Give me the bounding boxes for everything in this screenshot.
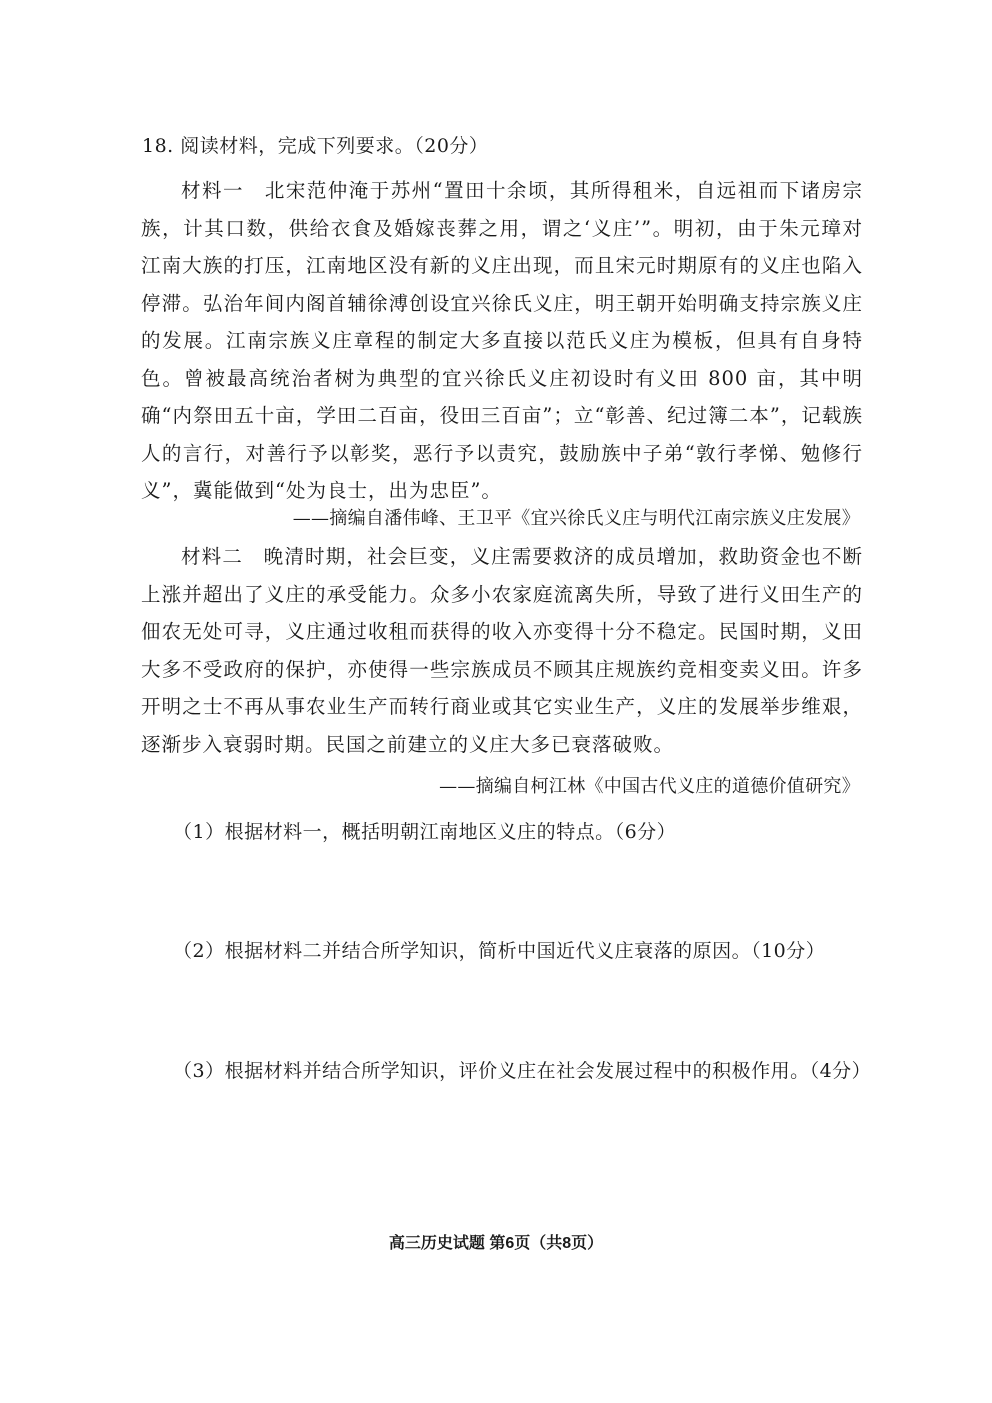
sub-question-3: （3）根据材料并结合所学知识，评价义庄在社会发展过程中的积极作用。（4分） <box>173 1060 872 1082</box>
question-heading: 18. 阅读材料，完成下列要求。（20分） <box>142 135 489 157</box>
material-two-source: ——摘编自柯江林《中国古代义庄的道德价值研究》 <box>439 776 860 797</box>
sub-question-2: （2）根据材料二并结合所学知识，简析中国近代义庄衰落的原因。（10分） <box>173 940 826 962</box>
material-one-text: 材料一 北宋范仲淹于苏州“置田十余顷，其所得租米，自远祖而下诸房宗族，计其口数，供给衣食及婚嫁丧葬之用，谓之‘义庄’”。明初，由于朱元璋对江南大族的打压，江南地区没有新的义庄出现，而且宋元时期原有的义庄也陷入停滞。弘治年间内阁首辅徐溥创设宜兴徐氏义庄，明王朝开始明确支持宗族义庄的发展。江南宗族义庄章程的制定大多直接以范氏义庄为模板，但具有自身特色。曾被最高统治者树为典型的宜兴徐氏义庄初设时有义田 800 亩，其中明确“内祭田五十亩，学田二百亩，役田三百亩”；立“彰善、纪过簿二本”，记载族人的言行，对善行予以彰奖，恶行予以责究，鼓励族中子弟“敦行孝悌、勉修行义”，冀能做到“处为良士，出为忠臣”。 <box>141 179 863 502</box>
material-two-text: 材料二 晚清时期，社会巨变，义庄需要救济的成员增加，救助资金也不断上涨并超出了义庄的承受能力。众多小农家庭流离失所，导致了进行义田生产的佃农无处可寻，义庄通过收租而获得的收入亦变得十分不稳定。民国时期，义田大多不受政府的保护，亦使得一些宗族成员不顾其庄规族约竞相变卖义田。许多开明之士不再从事农业生产而转行商业或其它实业生产，义庄的发展举步维艰，逐渐步入衰弱时期。民国之前建立的义庄大多已衰落破败。 <box>141 545 863 756</box>
material-one-source: ——摘编自潘伟峰、王卫平《宜兴徐氏义庄与明代江南宗族义庄发展》 <box>292 508 860 529</box>
page-footer: 高三历史试题 第6页（共8页） <box>388 1235 604 1252</box>
sub-question-1: （1）根据材料一，概括明朝江南地区义庄的特点。（6分） <box>173 821 677 843</box>
